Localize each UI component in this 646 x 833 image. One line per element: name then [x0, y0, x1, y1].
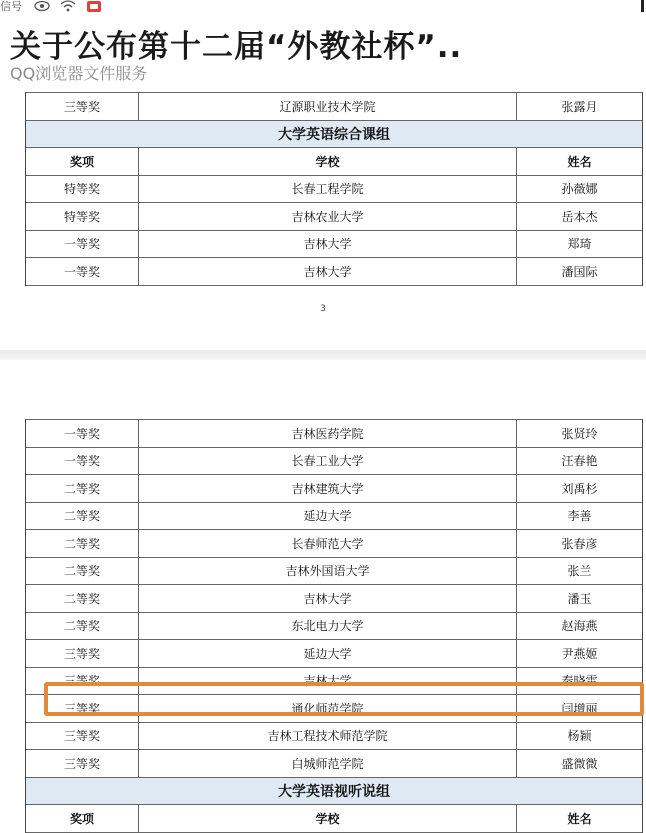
award-cell: 二等奖 [26, 530, 139, 557]
award-cell: 一等奖 [26, 420, 139, 447]
school-cell: 吉林大学 [139, 668, 517, 695]
award-cell: 特等奖 [26, 176, 139, 203]
group-header: 大学英语视听说组 [26, 778, 642, 806]
name-cell: 岳本杰 [561, 209, 598, 224]
table-row [26, 530, 642, 558]
column-header-award: 奖项 [26, 148, 139, 175]
wifi-icon [60, 0, 76, 14]
status-bar [0, 0, 646, 18]
school-cell: 东北电力大学 [139, 613, 517, 640]
school-cell: 通化师范学院 [139, 695, 517, 722]
award-cell: 三等奖 [26, 93, 139, 120]
award-cell: 特等奖 [26, 203, 139, 230]
table-row [26, 176, 642, 204]
school-cell: 吉林大学 [139, 231, 517, 258]
group-header: 大学英语综合课组 [26, 121, 642, 149]
award-cell: 一等奖 [26, 258, 139, 285]
column-header-row [26, 805, 642, 833]
school-cell: 吉林大学 [139, 258, 517, 285]
school-cell: 长春工程学院 [139, 176, 517, 203]
school-cell: 长春工业大学 [139, 448, 517, 475]
school-cell: 吉林医药学院 [139, 420, 517, 447]
name-cell: 张春彦 [561, 536, 598, 551]
table-row [26, 640, 642, 668]
name-cell: 盛微微 [561, 756, 598, 771]
school-cell: 吉林大学 [139, 585, 517, 612]
school-cell: 白城师范学院 [139, 750, 517, 777]
award-cell: 三等奖 [26, 695, 139, 722]
award-cell: 三等奖 [26, 668, 139, 695]
column-header-name: 姓名 [567, 811, 592, 826]
name-cell: 杨颖 [567, 729, 592, 744]
name-cell: 张兰 [567, 564, 592, 579]
award-cell: 一等奖 [26, 231, 139, 258]
name-cell: 潘玉 [567, 591, 592, 606]
school-cell: 长春师范大学 [139, 530, 517, 557]
table-row [26, 585, 642, 613]
table-row [26, 203, 642, 231]
column-header-school: 学校 [139, 148, 517, 175]
name-cell: 孙薇娜 [561, 182, 598, 197]
column-header-school: 学校 [139, 805, 517, 832]
award-cell: 二等奖 [26, 558, 139, 585]
school-cell: 延边大学 [139, 503, 517, 530]
award-cell: 三等奖 [26, 723, 139, 750]
award-cell: 二等奖 [26, 613, 139, 640]
column-header-row [26, 148, 642, 176]
page-separator [0, 350, 646, 360]
name-cell: 尹燕姬 [561, 646, 598, 661]
table-row [26, 750, 642, 778]
name-cell: 刘禹杉 [561, 481, 598, 496]
document-header [0, 22, 646, 88]
eye-icon [34, 0, 50, 14]
school-cell: 吉林建筑大学 [139, 475, 517, 502]
table-row [26, 475, 642, 503]
name-cell: 秦晓雷 [561, 674, 598, 689]
name-cell: 汪春艳 [561, 454, 598, 469]
table-row [26, 448, 642, 476]
name-cell: 张贤玲 [561, 426, 598, 441]
name-cell: 郑琦 [567, 237, 592, 252]
table-row [26, 258, 642, 286]
signal-text: 信号 [0, 0, 22, 13]
page-number: 3 [320, 304, 326, 314]
name-cell: 李善 [567, 509, 592, 524]
award-cell: 三等奖 [26, 640, 139, 667]
award-cell: 三等奖 [26, 750, 139, 777]
highlight-box [44, 682, 644, 716]
name-cell: 潘国际 [561, 264, 598, 279]
table-row [26, 503, 642, 531]
column-header-award: 奖项 [26, 805, 139, 832]
award-cell: 二等奖 [26, 475, 139, 502]
column-header-name: 姓名 [567, 154, 592, 169]
table-row [26, 419, 642, 448]
document-source: QQ浏览器文件服务 [10, 64, 148, 83]
table-row [26, 723, 642, 751]
school-cell: 延边大学 [139, 640, 517, 667]
table-row [26, 613, 642, 641]
document-page-4 [0, 360, 646, 826]
document-title: 关于公布第十二届“外教社杯”.. [10, 29, 463, 65]
award-cell: 一等奖 [26, 448, 139, 475]
name-cell: 闫增丽 [561, 701, 598, 716]
award-cell: 二等奖 [26, 585, 139, 612]
status-edge [641, 0, 644, 12]
award-table-1 [25, 92, 643, 286]
school-cell: 辽源职业技术学院 [139, 93, 517, 120]
name-cell: 张露月 [561, 99, 598, 114]
table-row [26, 92, 642, 121]
school-cell: 吉林外国语大学 [139, 558, 517, 585]
document-page-3 [0, 88, 646, 350]
award-table-2 [25, 419, 643, 833]
table-row [26, 558, 642, 586]
table-row [26, 231, 642, 259]
school-cell: 吉林工程技术师范学院 [139, 723, 517, 750]
school-cell: 吉林农业大学 [139, 203, 517, 230]
app-badge-icon [86, 0, 102, 14]
award-cell: 二等奖 [26, 503, 139, 530]
name-cell: 赵海燕 [561, 619, 598, 634]
